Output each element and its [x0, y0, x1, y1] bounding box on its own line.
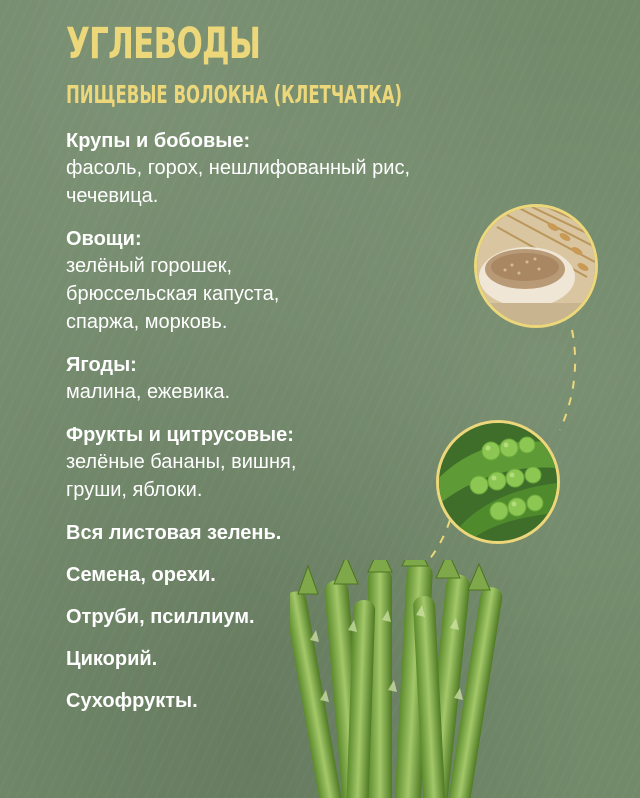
group-title: Ягоды:: [66, 354, 137, 376]
dashed-connector: [400, 320, 600, 580]
group-line: чечевица.: [66, 185, 159, 207]
group-line: зелёные бананы, вишня,: [66, 451, 297, 473]
item-leafy-greens: Вся листовая зелень.: [66, 522, 282, 544]
item-bran-psyllium: Отруби, псиллиум.: [66, 606, 255, 628]
item-seeds-nuts: Семена, орехи.: [66, 564, 216, 586]
group-line: фасоль, горох, нешлифованный рис,: [66, 157, 411, 179]
group-title: Овощи:: [66, 228, 142, 250]
item-chicory: Цикорий.: [66, 648, 158, 670]
group-grains-legumes: [66, 128, 506, 210]
group-line: зелёный горошек,: [66, 255, 233, 277]
group-line: груши, яблоки.: [66, 479, 203, 501]
group-line: малина, ежевика.: [66, 381, 231, 403]
group-title: Крупы и бобовые:: [66, 130, 251, 152]
page-title: УГЛЕВОДЫ: [66, 19, 261, 69]
bran-bowl-image: [474, 204, 598, 328]
group-title: Фрукты и цитрусовые:: [66, 424, 294, 446]
asparagus-image: [290, 560, 520, 798]
item-dried-fruits: Сухофрукты.: [66, 690, 198, 712]
group-line: спаржа, морковь.: [66, 311, 228, 333]
page-subtitle: ПИЩЕВЫЕ ВОЛОКНА (КЛЕТЧАТКА): [66, 80, 403, 109]
group-line: брюссельская капуста,: [66, 283, 280, 305]
